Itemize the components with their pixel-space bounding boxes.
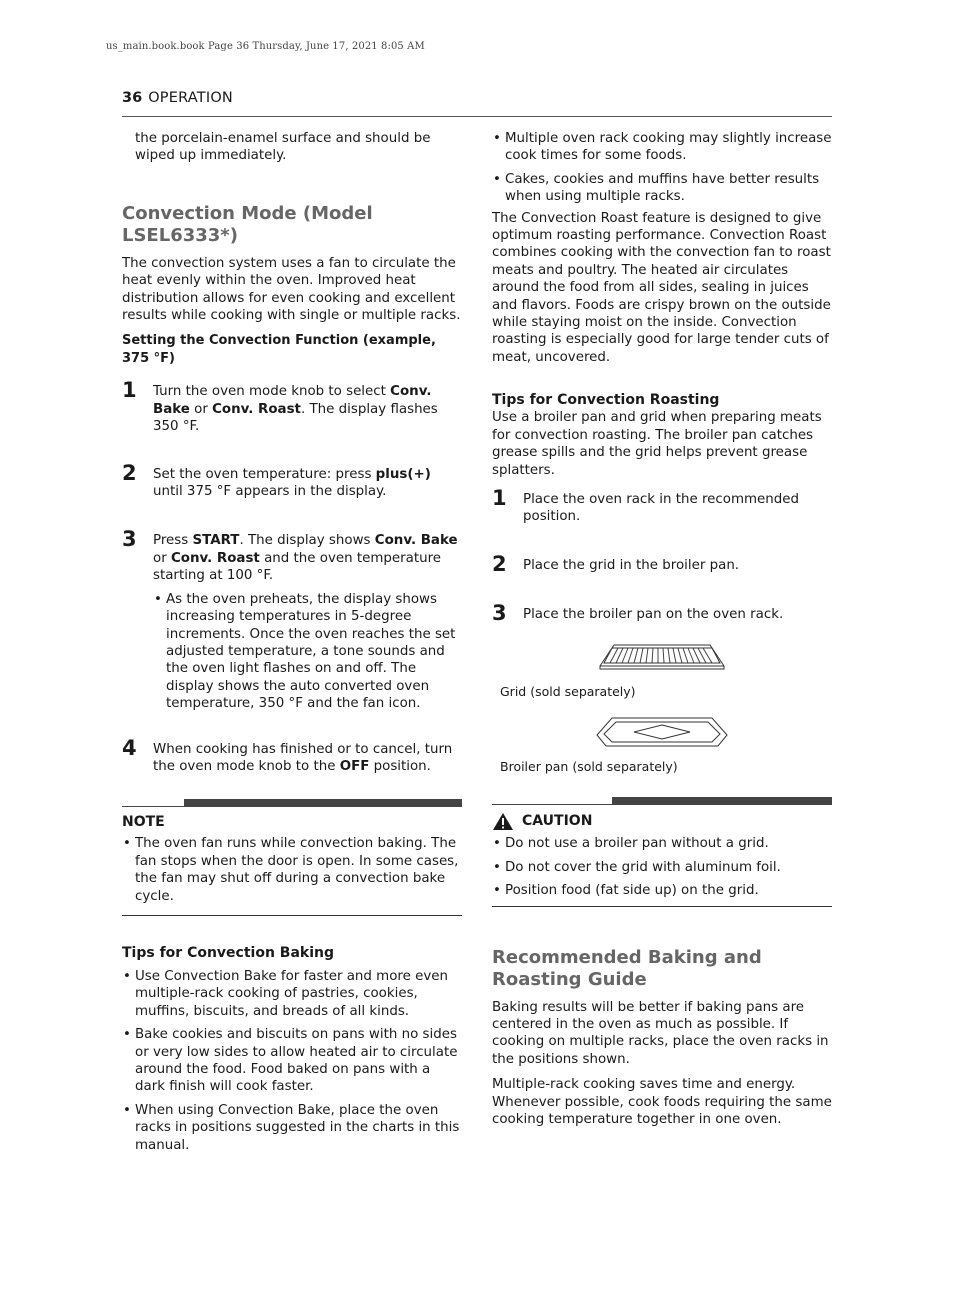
tips-roasting-title: Tips for Convection Roasting (492, 392, 720, 409)
grid-icon (596, 642, 728, 674)
left-column (122, 130, 462, 1160)
roast-step-2 (492, 551, 832, 576)
step-number: 3 (492, 600, 507, 625)
grid-caption: Grid (sold separately) (500, 684, 636, 700)
list-item: • Bake cookies and biscuits on pans with no sides or very low sides to allow heated air to circulate around the food. Food baked on pans with a dark finish will cook faster. (122, 1026, 462, 1096)
tips-roasting-text: Use a broiler pan and grid when preparing meats for convection roasting. The broiler pan catches grease spills and the grid helps prevent grease splatters. (492, 410, 822, 478)
list-item: • Cakes, cookies and muffins have better results when using multiple racks. (492, 171, 832, 206)
step-2 (122, 460, 462, 501)
note-text: • The oven fan runs while convection baking. The fan stops when the door is open. In some cases, the fan may shut off during a convection bake cycle. (122, 835, 462, 905)
list-item: • Position food (fat side up) on the grid. (492, 882, 832, 899)
convection-mode-title: Convection Mode (Model LSEL6333*) (122, 202, 373, 246)
continued-text: the porcelain-enamel surface and should be wiped up immediately. (135, 131, 431, 164)
list-item: • Do not cover the grid with aluminum foil. (492, 859, 832, 876)
tips-baking-title: Tips for Convection Baking (122, 944, 335, 961)
grid-figure (492, 642, 832, 679)
list-item: • Do not use a broiler pan without a grid. (492, 835, 832, 852)
note-label: NOTE (122, 814, 165, 831)
rack-bullets (492, 130, 832, 206)
caution-heading (492, 811, 832, 831)
step-text: Set the oven temperature: press plus(+) until 375 °F appears in the display. (153, 466, 431, 500)
caution-box (492, 797, 832, 906)
step-text: Place the oven rack in the recommended position. (523, 491, 800, 525)
broiler-pan-figure (492, 715, 832, 754)
list-item: • Use Convection Bake for faster and more even multiple-rack cooking of pastries, cookies, muffins, biscuits, and breads of all kinds. (122, 968, 462, 1020)
section-title: OPERATION (148, 90, 233, 106)
step-number: 2 (122, 460, 137, 485)
step-3-subbullet: • As the oven preheats, the display shows increasing temperatures in 5-degree increments. Once the oven reaches the set adjusted temperature, a tone sounds and the oven light flashes on and off. The display shows the auto converted oven temperature, 350 °F and the fan icon. (153, 591, 462, 713)
page-header (122, 90, 832, 117)
caution-label: CAUTION (522, 813, 593, 830)
step-number: 1 (122, 378, 137, 403)
step-number: 3 (122, 527, 137, 552)
broiler-pan-icon (594, 715, 730, 749)
step-text: Place the grid in the broiler pan. (523, 557, 740, 573)
setting-title: Setting the Convection Function (example, 375 °F) (122, 333, 436, 366)
list-item: • When using Convection Bake, place the oven racks in positions suggested in the charts in this manual. (122, 1102, 462, 1154)
step-1 (122, 378, 462, 435)
book-meta-line: us_main.book.book Page 36 Thursday, June 17, 2021 8:05 AM (106, 41, 425, 52)
convection-roast-text: The Convection Roast feature is designed to give optimum roasting performance. Convection Roast combines cooking with the convection fan to roast meats and poultry. The heated air circulates around the food from all sides, sealing in juices and flavors. Foods are crispy brown on the outside while staying moist on the inside. Convection roasting is especially good for large tender cuts of meat, uncovered. (492, 210, 831, 365)
step-text: When cooking has finished or to cancel, turn the oven mode knob to the OFF position. (153, 741, 453, 774)
note-box (122, 799, 462, 916)
step-text: Press START. The display shows Conv. Bake or Conv. Roast and the oven temperature starting at 100 °F. • As the oven preheats, the display shows increasing temperatures in 5-degree increments. Once the oven reaches the set adjusted temperature, a tone sounds and the oven light flashes on and off. The display shows the auto converted oven temperature, 350 °F and the fan icon. (153, 532, 462, 718)
page-number: 36 (122, 90, 143, 106)
right-column (492, 130, 832, 1136)
step-text: Turn the oven mode knob to select Conv. Bake or Conv. Roast. The display flashes 350 °F. (153, 384, 438, 435)
guide-paragraph-2: Multiple-rack cooking saves time and energy. Whenever possible, cook foods requiring the same cooking temperature together in one oven. (492, 1077, 832, 1127)
step-3 (122, 527, 462, 718)
roast-step-3 (492, 600, 832, 625)
convection-intro: The convection system uses a fan to circulate the heat evenly within the oven. Improved heat distribution allows for even cooking and excellent results while cooking with single or multiple racks. (122, 255, 461, 324)
step-number: 1 (492, 485, 507, 510)
warning-triangle-icon (492, 812, 514, 831)
caution-list (492, 835, 832, 899)
step-4 (122, 735, 462, 776)
tips-baking-list (122, 968, 462, 1154)
list-item: • Multiple oven rack cooking may slightly increase cook times for some foods. (492, 130, 832, 165)
step-number: 2 (492, 551, 507, 576)
step-number: 4 (122, 735, 137, 760)
step-text: Place the broiler pan on the oven rack. (523, 606, 784, 622)
roast-step-1 (492, 485, 832, 526)
guide-title: Recommended Baking and Roasting Guide (492, 946, 762, 990)
guide-paragraph-1: Baking results will be better if baking pans are centered in the oven as much as possible. If cooking on multiple racks, place the oven racks in the positions shown. (492, 999, 829, 1067)
broiler-pan-caption: Broiler pan (sold separately) (500, 758, 678, 774)
